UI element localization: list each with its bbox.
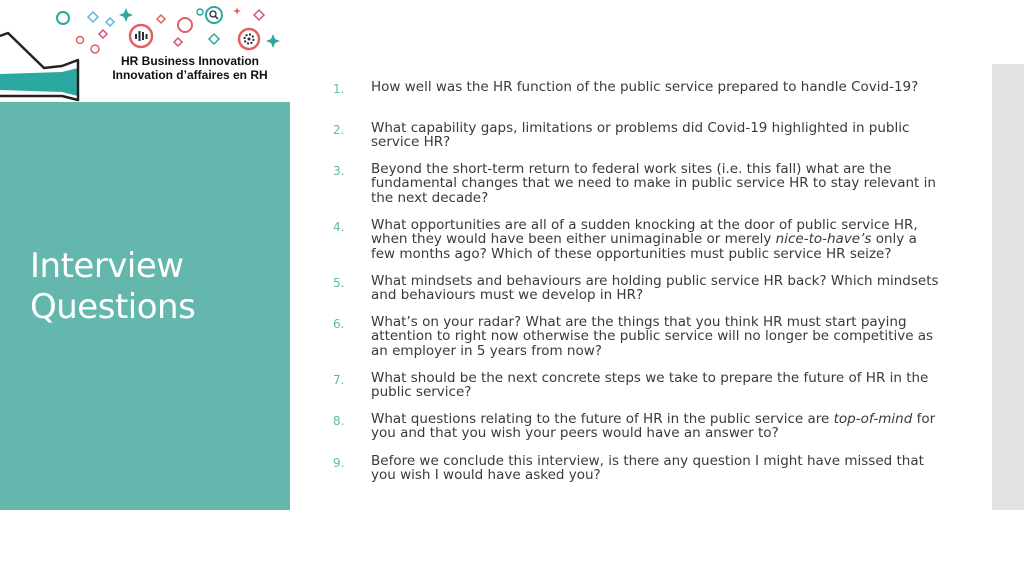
- flask-fill-icon: [0, 68, 78, 96]
- question-item: [330, 80, 940, 121]
- question-text: [371, 217, 918, 262]
- question-text-emphasis: top-of-mind: [833, 411, 913, 427]
- question-item: [330, 162, 940, 218]
- question-text-part: What questions relating to the future of HR in the public service are: [371, 411, 834, 427]
- logo: [0, 0, 290, 102]
- diamond-icon: [88, 12, 98, 22]
- diamond-icon: [157, 15, 165, 23]
- question-item: [330, 412, 940, 454]
- sparkle-icon: [233, 7, 241, 15]
- question-text-emphasis: nice-to-have’s: [775, 231, 872, 248]
- question-number: 8.: [333, 414, 345, 428]
- question-list: [330, 80, 940, 495]
- question-text: How well was the HR function of the public service prepared to handle Covid-19?: [371, 79, 919, 95]
- question-text: What’s on your radar? What are the things that you think HR must start paying attention to right now otherwise the public service will no longer be competitive as an employer in 5 years from now?: [371, 314, 934, 359]
- sparkle-icon: [119, 8, 133, 22]
- circle-icon: [77, 37, 84, 44]
- magnifier-icon: [206, 7, 222, 23]
- diamond-icon: [254, 10, 264, 20]
- sparkle-icon: [266, 34, 280, 48]
- question-item: [330, 454, 940, 495]
- page-title-line1: Interview: [30, 246, 184, 286]
- question-text-part: What opportunities are all of a sudden knocking at the door of public service HR, when they would have been either unimaginable or merely: [371, 217, 918, 248]
- logo-title-en: HR Business Innovation: [120, 54, 260, 68]
- question-item: [330, 315, 940, 371]
- right-side-bar: [992, 64, 1024, 510]
- circle-icon: [57, 12, 69, 24]
- logo-graphic: [0, 0, 290, 102]
- logo-text: [90, 54, 290, 82]
- question-text: [371, 411, 935, 441]
- diamond-icon: [209, 34, 219, 44]
- diamond-icon: [99, 30, 107, 38]
- circle-icon: [91, 45, 99, 53]
- question-text: What mindsets and behaviours are holding public service HR back? Which mindsets and behaviours must we develop in HR?: [371, 273, 939, 304]
- question-text: Before we conclude this interview, is there any question I might have missed that you wish I would have asked you?: [371, 453, 924, 484]
- question-number: 9.: [333, 456, 345, 470]
- question-number: 7.: [333, 373, 345, 387]
- audio-icon: [130, 25, 152, 47]
- question-text-part: for you and that you wish your peers would have an answer to?: [371, 411, 936, 442]
- diamond-icon: [174, 38, 182, 46]
- question-number: 6.: [333, 317, 345, 331]
- question-text: What capability gaps, limitations or problems did Covid-19 highlighted in public service HR?: [371, 120, 910, 151]
- question-text: What should be the next concrete steps we take to prepare the future of HR in the public service?: [371, 370, 929, 401]
- question-item: [330, 121, 940, 162]
- question-item: [330, 371, 940, 412]
- question-item: [330, 218, 940, 274]
- logo-title-fr: Innovation d’affaires en RH: [112, 68, 268, 82]
- page-title-line2: Questions: [30, 287, 196, 327]
- question-text: Beyond the short-term return to federal work sites (i.e. this fall) what are the fundamental changes that we need to make in public service HR to stay relevant in the next decade?: [371, 161, 936, 206]
- title-panel: [0, 102, 290, 510]
- diamond-icon: [106, 18, 114, 26]
- audio-bars-icon: [135, 31, 148, 41]
- question-item: [330, 274, 940, 315]
- question-text-part: only a few months ago? Which of these opportunities must public service HR seize?: [371, 231, 917, 262]
- question-number: 3.: [333, 164, 345, 178]
- question-number: 1.: [333, 82, 345, 96]
- question-number: 5.: [333, 276, 345, 290]
- question-number: 4.: [333, 220, 345, 234]
- circle-icon: [197, 9, 203, 15]
- circle-icon: [178, 18, 192, 32]
- page-title: [30, 246, 195, 328]
- question-number: 2.: [333, 123, 345, 137]
